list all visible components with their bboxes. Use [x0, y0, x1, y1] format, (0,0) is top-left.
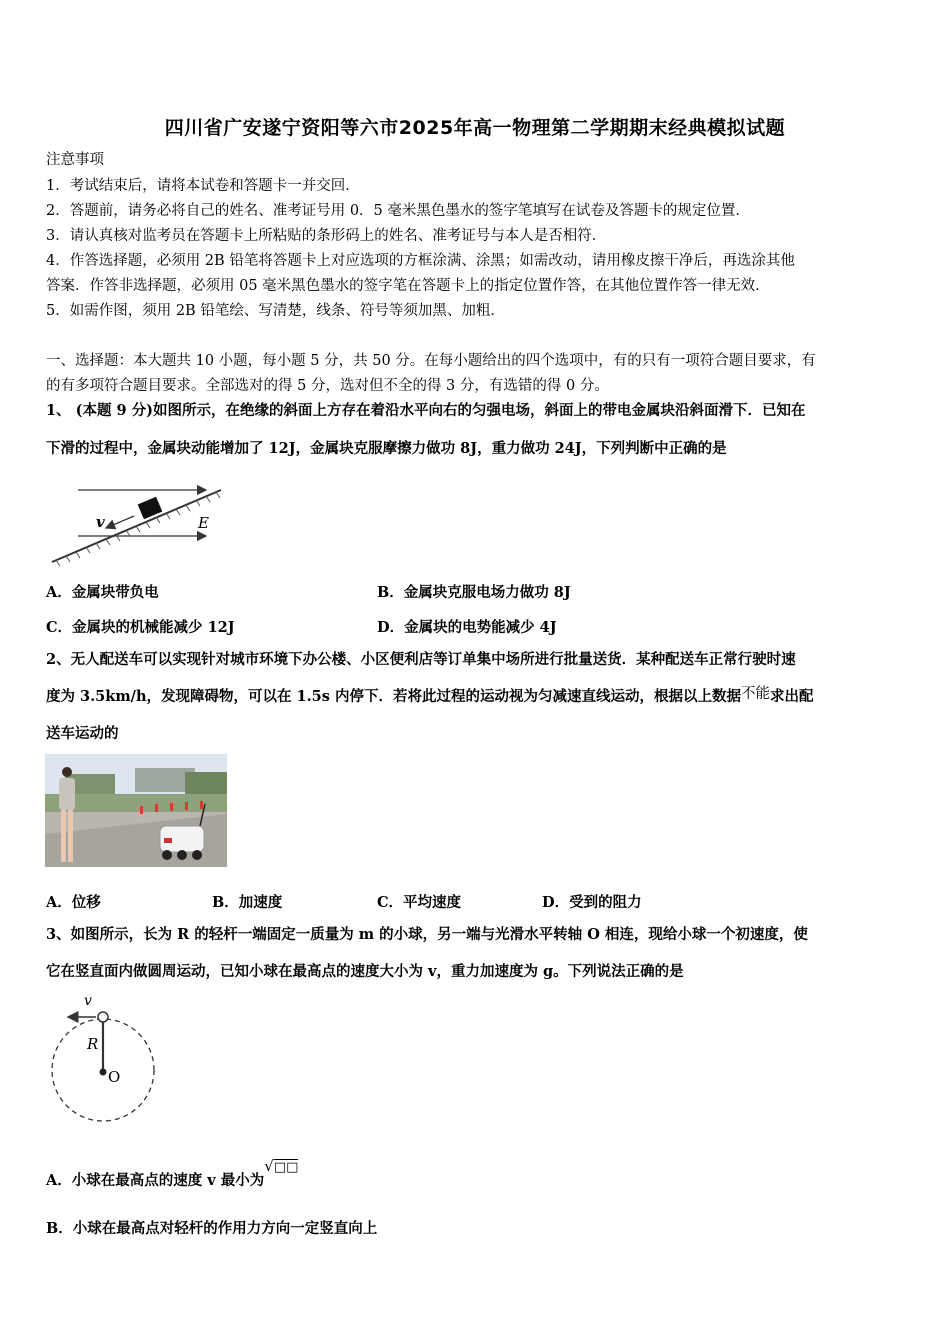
q3-option-b: B．小球在最高点对轻杆的作用力方向一定竖直向上: [46, 1220, 378, 1237]
section-intro: 的有多项符合题目要求。全部选对的得 5 分，选对但不全的得 3 分，有选错的得 0 分。: [46, 378, 609, 394]
page-title: 四川省广安遂宁资阳等六市2025年高一物理第二学期期末经典模拟试题: [164, 117, 786, 139]
question-2-text: 送车运动的: [46, 725, 119, 742]
q2-text-part: 度为 3.5km/h，发现障碍物，可以在 1.5s 内停下．若将此过程的运动视为匀减速直线运动，根据以上数据: [46, 688, 741, 705]
question-3-text: 3、如图所示，长为 R 的轻杆一端固定一质量为 m 的小球，另一端与光滑水平转轴 O 相连，现给小球一个初速度，使: [46, 926, 808, 943]
q1-option-a: A．金属块带负电: [46, 584, 159, 601]
velocity-label: v: [84, 993, 92, 1009]
q1-option-d: D．金属块的电势能减少 4J: [377, 619, 557, 636]
q1-option-b: B．金属块克服电场力做功 8J: [377, 584, 571, 601]
q3-option-a: [46, 1157, 299, 1190]
q2-option-b: B．加速度: [212, 894, 283, 911]
q2-option-c: C．平均速度: [377, 894, 462, 911]
question-1-text: 下滑的过程中，金属块动能增加了 12J，金属块克服摩擦力做功 8J，重力做功 24J，下列判断中正确的是: [46, 440, 727, 457]
q2-option-d: D．受到的阻力: [542, 894, 642, 911]
q2-text-part: 求出配: [769, 688, 814, 705]
section-intro: 一、选择题：本大题共 10 小题，每小题 5 分，共 50 分。在每小题给出的四个选项中，有的只有一项符合题目要求，有: [46, 353, 816, 369]
q1-option-c: C．金属块的机械能减少 12J: [46, 619, 235, 636]
notice-item: 5．如需作图，须用 2B 铅笔绘、写清楚，线条、符号等须加黑、加粗．: [46, 303, 505, 319]
notice-item: 3．请认真核对监考员在答题卡上所粘贴的条形码上的姓名、准考证号与本人是否相符．: [46, 228, 607, 244]
radius-label: R: [87, 1035, 99, 1053]
incline-figure: [46, 480, 226, 572]
q2-option-a: A．位移: [46, 894, 101, 911]
delivery-robot-photo: [45, 754, 227, 867]
velocity-label: v: [96, 513, 105, 531]
notice-item: 答案．作答非选择题，必须用 05 毫米黑色墨水的签字笔在答题卡上的指定位置作答，在其他位置作答一律无效．: [46, 278, 770, 294]
notice-item: 1．考试结束后，请将本试卷和答题卡一并交回．: [46, 178, 360, 194]
q2-emphasis: 不能: [740, 686, 770, 702]
notice-heading: 注意事项: [46, 152, 104, 168]
question-1-text: 1、 (本题 9 分)如图所示，在绝缘的斜面上方存在着沿水平向右的匀强电场，斜面上的带电金属块沿斜面滑下．已知在: [46, 402, 806, 419]
field-label: E: [198, 514, 209, 532]
axis-label: O: [108, 1068, 121, 1086]
notice-item: 2．答题前，请务必将自己的姓名、准考证号用 0．5 毫米黑色墨水的签字笔填写在试卷及答题卡的规定位置．: [46, 203, 750, 219]
sqrt-icon: √: [264, 1157, 274, 1175]
formula-placeholder: □□: [273, 1160, 299, 1175]
question-3-text: 它在竖直面内做圆周运动，已知小球在最高点的速度大小为 v，重力加速度为 g。下列说法正确的是: [46, 963, 684, 980]
q3-option-a-text: A．小球在最高点的速度 v 最小为: [46, 1172, 265, 1189]
question-2-text: 2、无人配送车可以实现针对城市环境下办公楼、小区便利店等订单集中场所进行批量送货．某种配送车正常行驶时速: [46, 651, 796, 668]
circle-motion-figure: [50, 990, 170, 1130]
question-2-text: [46, 687, 908, 707]
notice-item: 4．作答选择题，必须用 2B 铅笔将答题卡上对应选项的方框涂满、涂黑；如需改动，请用橡皮擦干净后，再选涂其他: [46, 253, 795, 269]
